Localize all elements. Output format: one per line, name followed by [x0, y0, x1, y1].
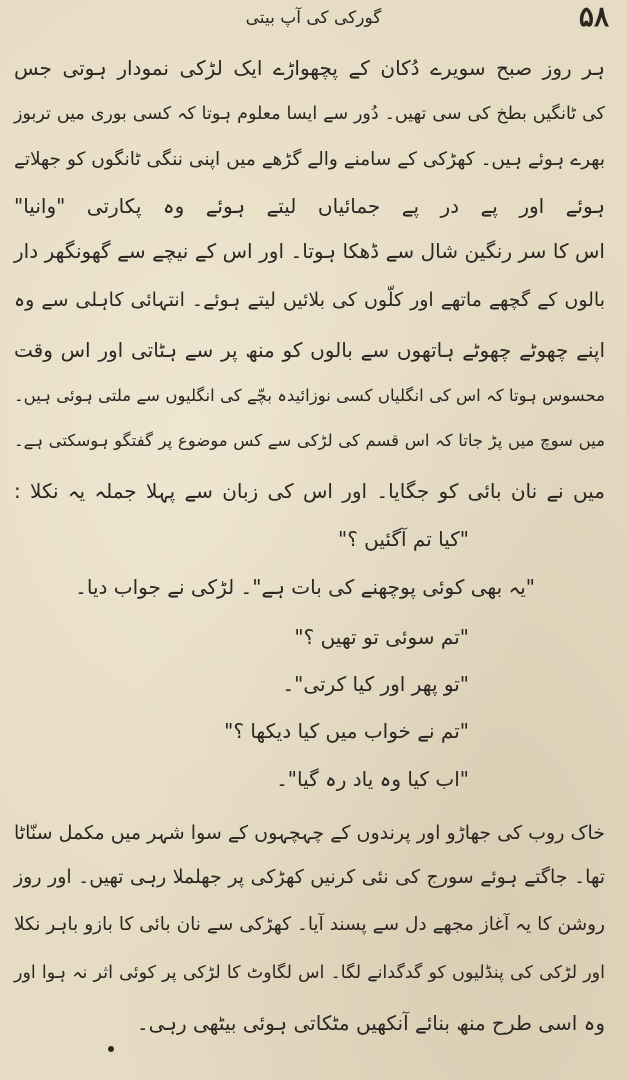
text-line: کی ٹانگیں بطخ کی سی تھیں۔ دُور سے ایسا معلوم ہوتا کہ کسی بوری میں تربوز — [14, 104, 605, 124]
dialogue-line: "تو پھر اور کیا کرتی"۔ — [282, 672, 469, 696]
text-line: وہ اسی طرح منھ بنائے آنکھیں مٹکاتی ہوئی بیٹھی رہی۔ — [136, 1011, 605, 1035]
dialogue-line: "اب کیا وہ یاد رہ گیا"۔ — [276, 767, 469, 791]
dialogue-line: "تم نے خواب میں کیا دیکھا ؟" — [224, 719, 469, 743]
page-number: ۵۸ — [578, 0, 609, 33]
text-line: اپنے چھوٹے چھوٹے ہاتھوں سے بالوں کو منھ پر سے ہٹاتی اور اس وقت — [14, 338, 605, 362]
dialogue-line: "کیا تم آگئیں ؟" — [338, 527, 469, 551]
text-line: اس کا سر رنگین شال سے ڈھکا ہوتا۔ اور اس کے نیچے سے گھونگھر دار — [14, 239, 605, 263]
text-line: تھا۔ جاگتے ہوئے سورج کی نئی کرنیں کھڑکی پر جھلملا رہی تھیں۔ اور روز — [14, 866, 605, 888]
text-line: بالوں کے گچھے ماتھے اور کلّوں کی بلائیں لیتے ہوئے۔ انتہائی کاہلی سے وہ — [14, 289, 605, 311]
text-line: ہوئے اور پے در پے جمائیاں لیتے ہوئے وہ پکارتی "وانیا" — [14, 194, 605, 218]
text-line: ہر روز صبح سویرے دُکان کے پچھواڑے ایک لڑکی نمودار ہوتی جس — [14, 56, 605, 80]
text-line: میں نے نان بائی کو جگایا۔ اور اس کی زبان سے پہلا جملہ یہ نکلا : — [14, 479, 605, 503]
running-title: گورکی کی آپ بیتی — [245, 8, 382, 28]
text-line: خاک روب کی جھاڑو اور پرندوں کے چہچہوں کے سوا شہر میں مکمل سنّاٹا — [14, 822, 605, 844]
page-header — [0, 0, 627, 36]
text-line: محسوس ہوتا کہ اس کی انگلیاں کسی نوزائیدہ بچّے کی انگلیوں سے ملتی ہوئی ہیں۔ — [14, 386, 605, 405]
text-line: روشن کا یہ آغاز مجھے دل سے پسند آیا۔ کھڑکی سے نان بائی کا بازو باہر نکلا — [14, 914, 605, 935]
text-line: میں سوچ میں پڑ جاتا کہ اس قسم کی لڑکی سے کس موضوع پر گفتگو ہوسکتی ہے۔ — [14, 431, 605, 450]
dialogue-line: "یہ بھی کوئی پوچھنے کی بات ہے"۔ لڑکی نے جواب دیا۔ — [75, 575, 535, 599]
text-line: بھرے ہوئے ہیں۔ کھڑکی کے سامنے والے گڑھے میں اپنی ننگی ٹانگوں کو جھلاتے — [14, 149, 605, 170]
dialogue-line: "تم سوئی تو تھیں ؟" — [294, 625, 469, 649]
text-line: اور لڑکی کی پنڈلیوں کو گدگدانے لگا۔ اس لگاوٹ کا لڑکی پر کوئی اثر نہ ہوا اور — [14, 963, 605, 983]
ink-dot — [108, 1046, 114, 1052]
